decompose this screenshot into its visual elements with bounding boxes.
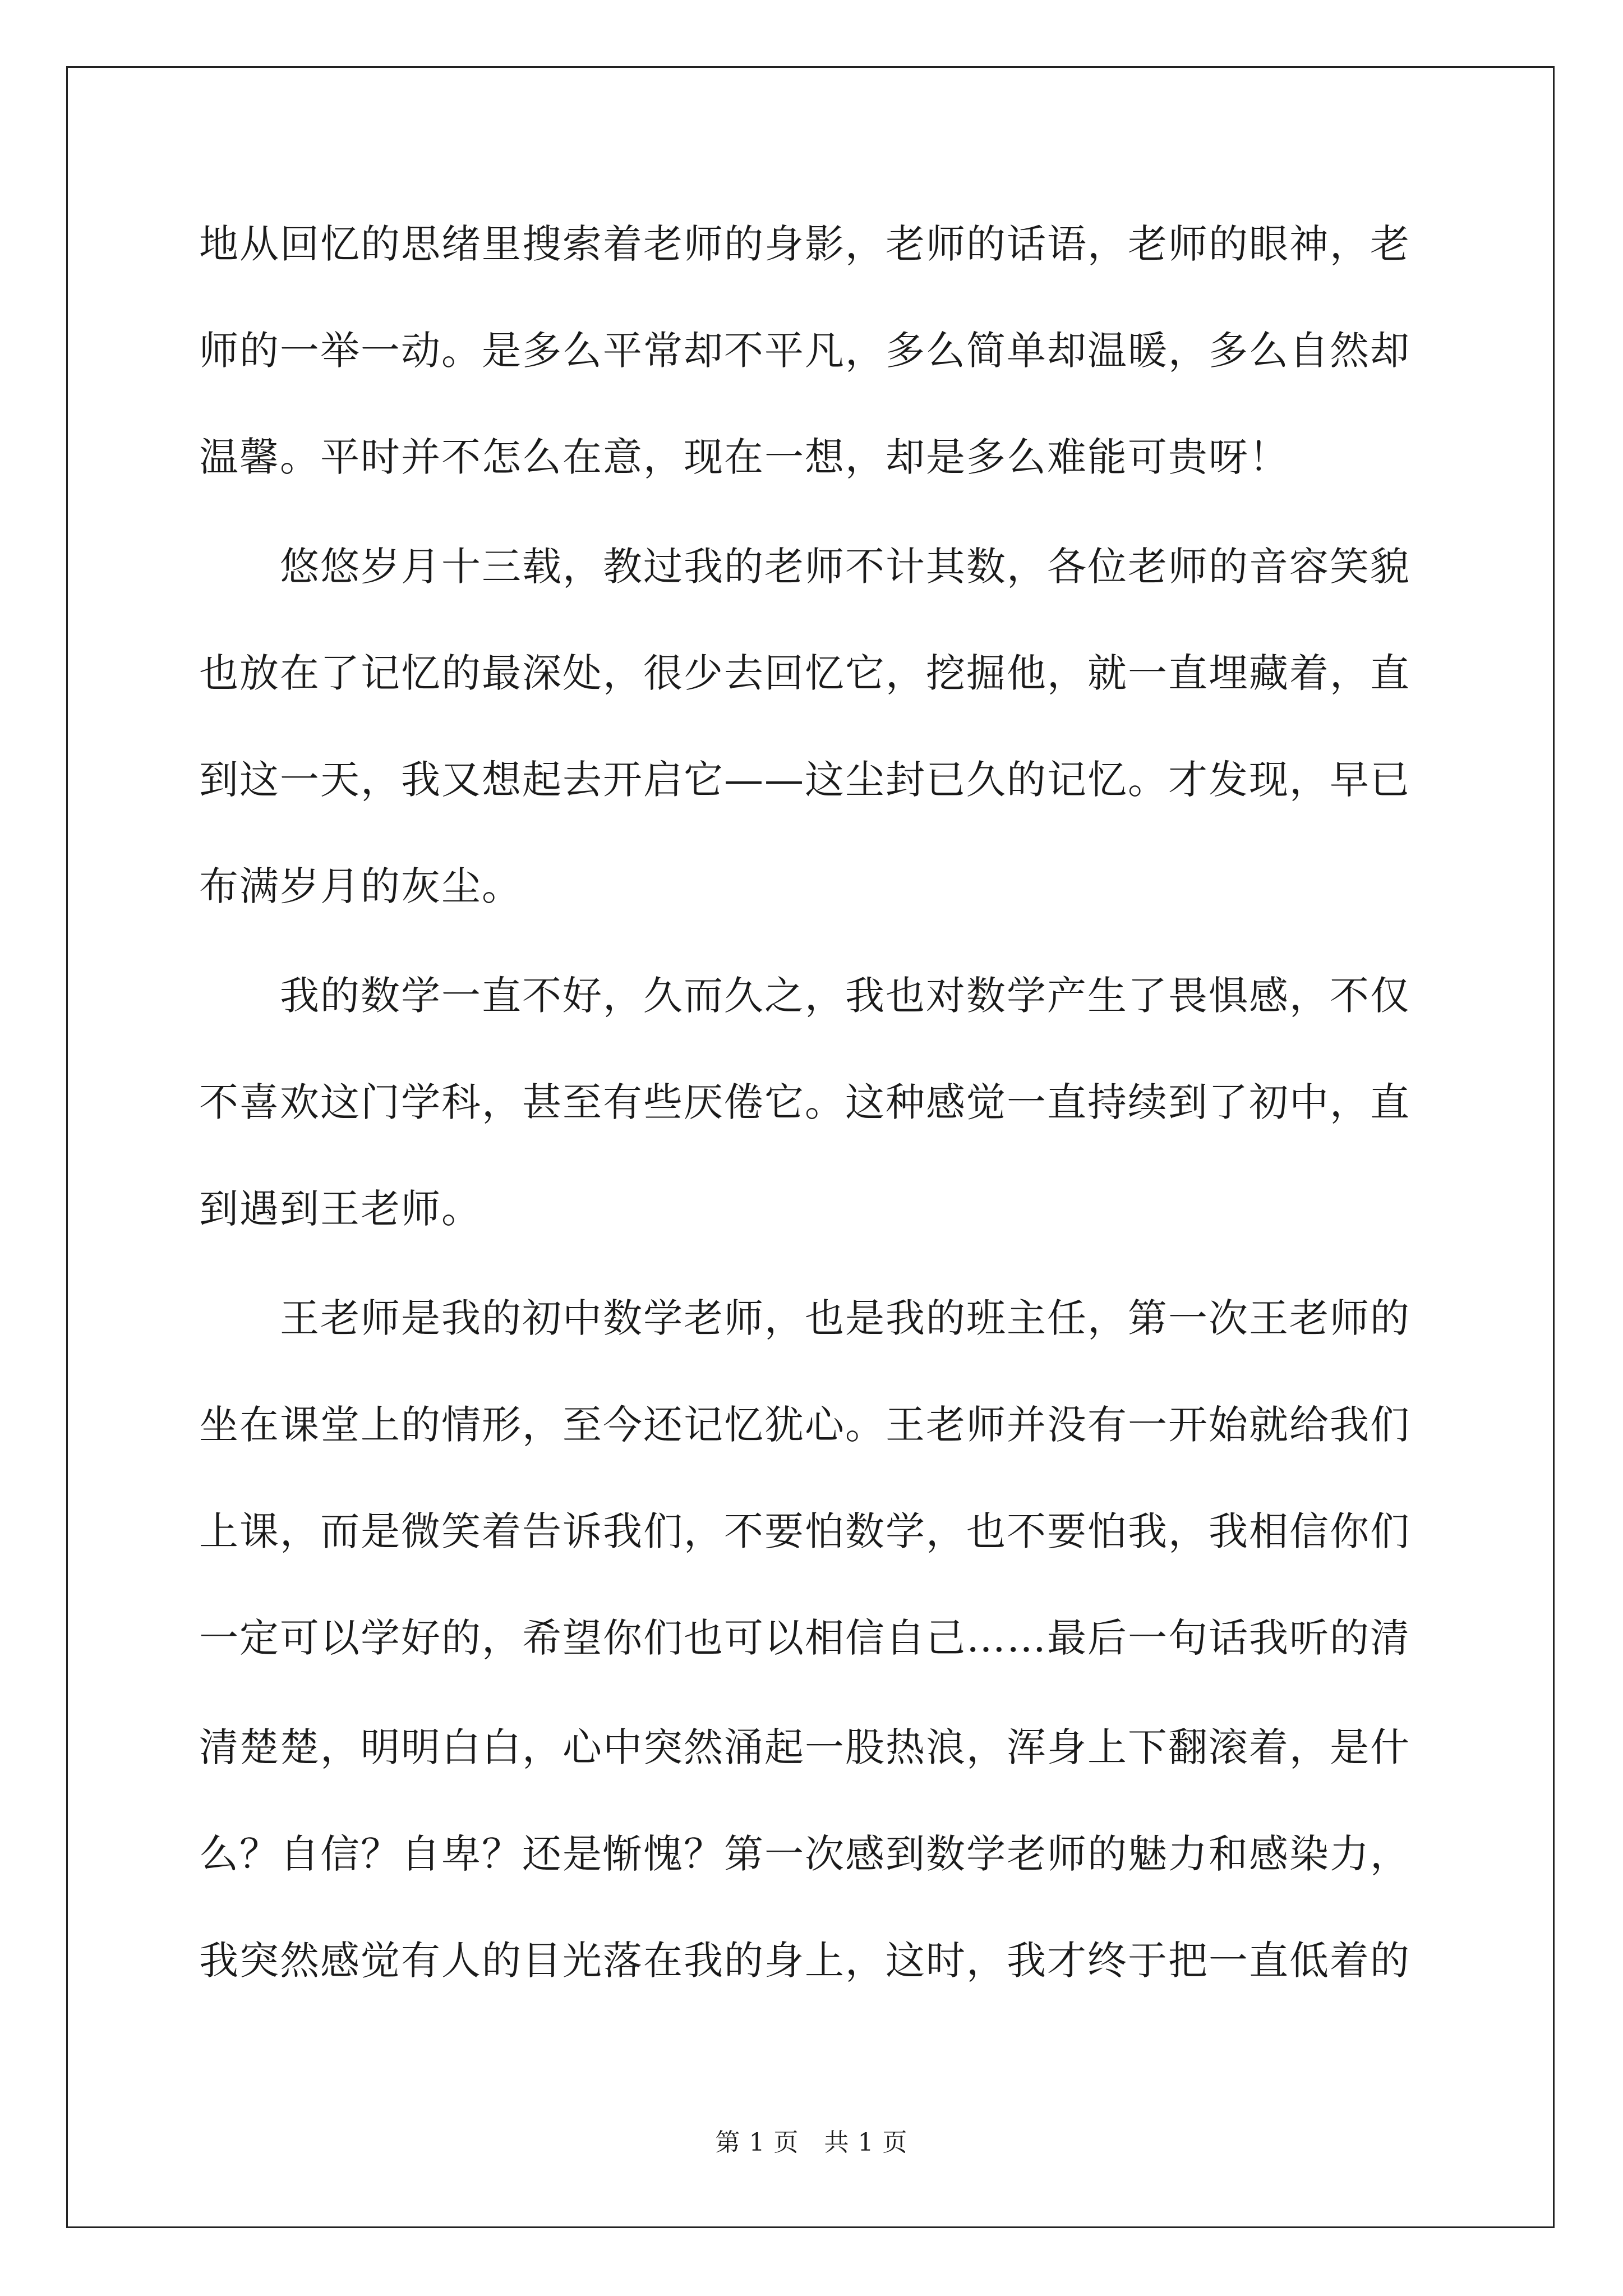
text-line: 我的数学一直不好，久而久之，我也对数学产生了畏惧感，不仅 xyxy=(199,973,1410,1019)
text-line: 上课，而是微笑着告诉我们，不要怕数学，也不要怕我，我相信你们 xyxy=(199,1508,1410,1554)
text-line: 坐在课堂上的情形，至今还记忆犹心。王老师并没有一开始就给我们 xyxy=(199,1402,1410,1448)
text-line: 我突然感觉有人的目光落在我的身上，这时，我才终于把一直低着的 xyxy=(199,1938,1410,1984)
text-line: 一定可以学好的，希望你们也可以相信自己……最后一句话我听的清 xyxy=(199,1615,1410,1661)
text-line: 悠悠岁月十三载，教过我的老师不计其数，各位老师的音容笑貌 xyxy=(199,544,1410,590)
text-line: 王老师是我的初中数学老师，也是我的班主任，第一次王老师的 xyxy=(199,1295,1410,1341)
text-line: 么？自信？自卑？还是惭愧？第一次感到数学老师的魅力和感染力， xyxy=(199,1831,1410,1877)
text-line: 师的一举一动。是多么平常却不平凡，多么简单却温暖，多么自然却 xyxy=(199,328,1410,374)
page-footer: 第 1 页 共 1 页 xyxy=(715,2128,908,2157)
text-line: 清楚楚，明明白白，心中突然涌起一股热浪，浑身上下翻滚着，是什 xyxy=(199,1724,1410,1770)
text-line: 到遇到王老师。 xyxy=(199,1186,482,1232)
text-line: 到这一天，我又想起去开启它——这尘封已久的记忆。才发现，早已 xyxy=(199,757,1410,803)
text-line: 地从回忆的思绪里搜索着老师的身影，老师的话语，老师的眼神，老 xyxy=(199,221,1410,267)
text-line: 也放在了记忆的最深处，很少去回忆它，挖掘他，就一直埋藏着，直 xyxy=(199,650,1410,696)
text-line: 温馨。平时并不怎么在意，现在一想，却是多么难能可贵呀！ xyxy=(199,434,1289,480)
text-line: 不喜欢这门学科，甚至有些厌倦它。这种感觉一直持续到了初中，直 xyxy=(199,1079,1410,1125)
text-line: 布满岁月的灰尘。 xyxy=(199,863,522,909)
page-border xyxy=(66,66,1555,2228)
